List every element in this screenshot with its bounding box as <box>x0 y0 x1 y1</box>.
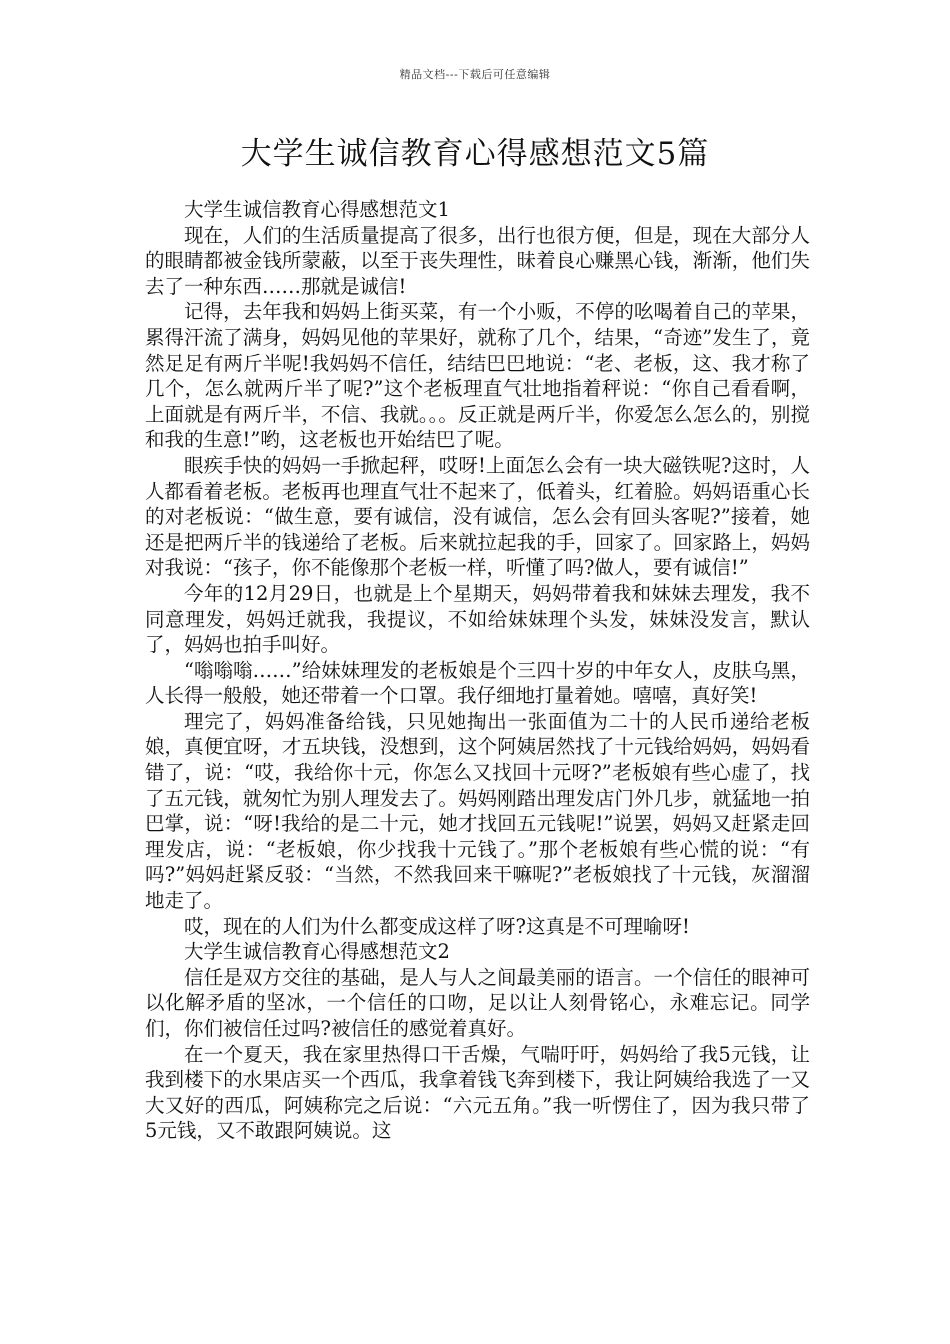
section-heading-2: 大学生诚信教育心得感想范文2 <box>184 940 450 964</box>
paragraph: 眼疾手快的妈妈一手掀起秤，哎呀!上面怎么会有一块大磁铁呢?这时，人人都看着老板。老板再也理直气壮不起来了，低着头，红着脸。妈妈语重心长的对老板说：“做生意，要有诚信，没有诚信，怎么会有回头客呢?”接着，她还是把两斤半的钱递给了老板。后来就拉起我的手，回家了。回家路上，妈妈对我说：“孩子，你不能像那个老板一样，听懂了吗?做人，要有诚信!” <box>145 453 810 580</box>
header-note: 精品文档---下载后可任意编辑 <box>399 68 551 81</box>
paragraph: 哎，现在的人们为什么都变成这样了呀?这真是不可理喻呀! <box>184 914 690 938</box>
paragraph: 今年的12月29日，也就是上个星期天，妈妈带着我和妹妹去理发，我不同意理发，妈妈迁就我，我提议，不如给妹妹理个头发，妹妹没发言，默认了，妈妈也拍手叫好。 <box>145 581 810 657</box>
paragraph: 记得，去年我和妈妈上街买菜，有一个小贩，不停的吆喝着自己的苹果，累得汗流了满身，妈妈见他的苹果好，就称了几个，结果，“奇迹”发生了，竟然足足有两斤半呢!我妈妈不信任，结结巴巴地说：“老、老板，这、我才称了几个，怎么就两斤半了呢?”这个老板理直气壮地指着秤说：“你自己看看啊，上面就是有两斤半，不信、我就。。。反正就是两斤半，你爱怎么怎么的，别搅和我的生意!”哟，这老板也开始结巴了呢。 <box>145 300 810 452</box>
paragraph: “嗡嗡嗡……”给妹妹理发的老板娘是个三四十岁的中年女人，皮肤乌黑，人长得一般般，她还带着一个口罩。我仔细地打量着她。嘻嘻，真好笑! <box>145 658 810 708</box>
page-title: 大学生诚信教育心得感想范文5篇 <box>240 136 710 172</box>
section-heading-1: 大学生诚信教育心得感想范文1 <box>184 198 450 221</box>
document-body <box>145 197 810 1144</box>
paragraph: 现在，人们的生活质量提高了很多，出行也很方便，但是，现在大部分人的眼睛都被金钱所蒙蔽，以至于丧失理性，昧着良心赚黑心钱，渐渐，他们失去了一种东西……那就是诚信! <box>145 223 810 298</box>
paragraph: 信任是双方交往的基础，是人与人之间最美丽的语言。一个信任的眼神可以化解矛盾的坚冰，一个信任的口吻，足以让人刻骨铭心，永难忘记。同学们，你们被信任过吗?被信任的感觉着真好。 <box>145 965 810 1040</box>
paragraph: 理完了，妈妈准备给钱，只见她掏出一张面值为二十的人民币递给老板娘，真便宜呀，才五块钱，没想到，这个阿姨居然找了十元钱给妈妈，妈妈看错了，说：“哎，我给你十元，你怎么又找回十元呀?”老板娘有些心虚了，找了五元钱，就匆忙为别人理发去了。妈妈刚踏出理发店门外几步，就猛地一拍巴掌，说：“呀!我给的是二十元，她才找回五元钱呢!”说罢，妈妈又赶紧走回理发店，说：“老板娘，你少找我十元钱了。”那个老板娘有些心慌的说：“有吗?”妈妈赶紧反驳：“当然，不然我回来干嘛呢?”老板娘找了十元钱，灰溜溜地走了。 <box>145 709 810 913</box>
paragraph: 在一个夏天，我在家里热得口干舌燥，气喘吁吁，妈妈给了我5元钱，让我到楼下的水果店买一个西瓜，我拿着钱飞奔到楼下，我让阿姨给我选了一又大又好的西瓜，阿姨称完之后说：“六元五角。”我一听愣住了，因为我只带了5元钱，又不敢跟阿姨说。这 <box>145 1042 810 1143</box>
